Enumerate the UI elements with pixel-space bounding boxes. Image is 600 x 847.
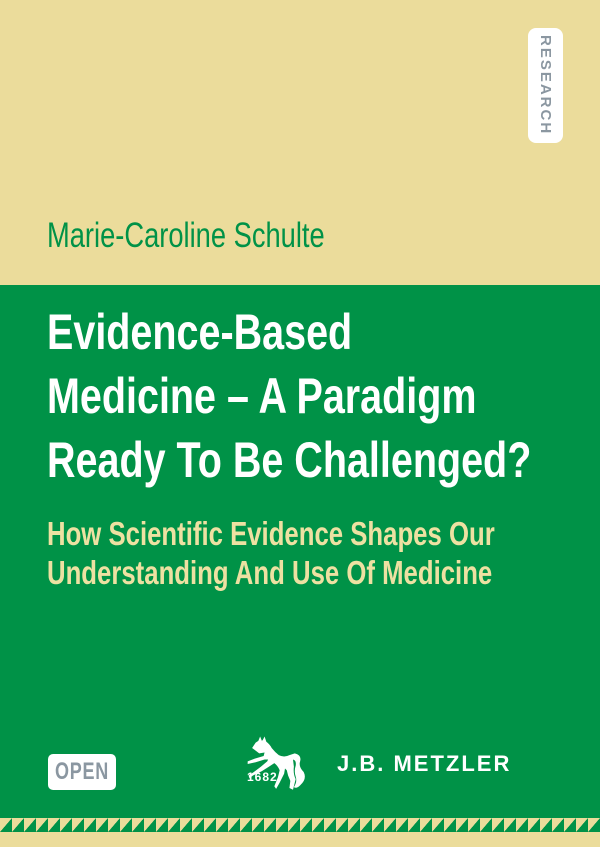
research-series-badge (528, 28, 563, 143)
open-access-badge (48, 754, 116, 790)
author-name: Marie-Caroline Schulte (47, 216, 325, 255)
publisher-name: J.B. METZLER (337, 751, 512, 776)
book-subtitle-line: Understanding And Use Of Medicine (47, 554, 493, 591)
logo-year: 1682 (247, 770, 278, 784)
book-title (47, 300, 600, 492)
book-title-line: Medicine – A Paradigm (47, 368, 477, 424)
open-access-label: OPEN (55, 758, 110, 785)
research-series-label: RESEARCH (537, 35, 554, 136)
bottom-beige-strip (0, 832, 600, 847)
rearing-horse-icon (245, 731, 309, 797)
book-title-line: Evidence-Based (47, 304, 353, 360)
book-subtitle-line: How Scientific Evidence Shapes Our (47, 515, 495, 552)
book-title-line: Ready To Be Challenged? (47, 432, 532, 488)
sawtooth-border (0, 818, 600, 832)
book-subtitle (47, 514, 593, 592)
